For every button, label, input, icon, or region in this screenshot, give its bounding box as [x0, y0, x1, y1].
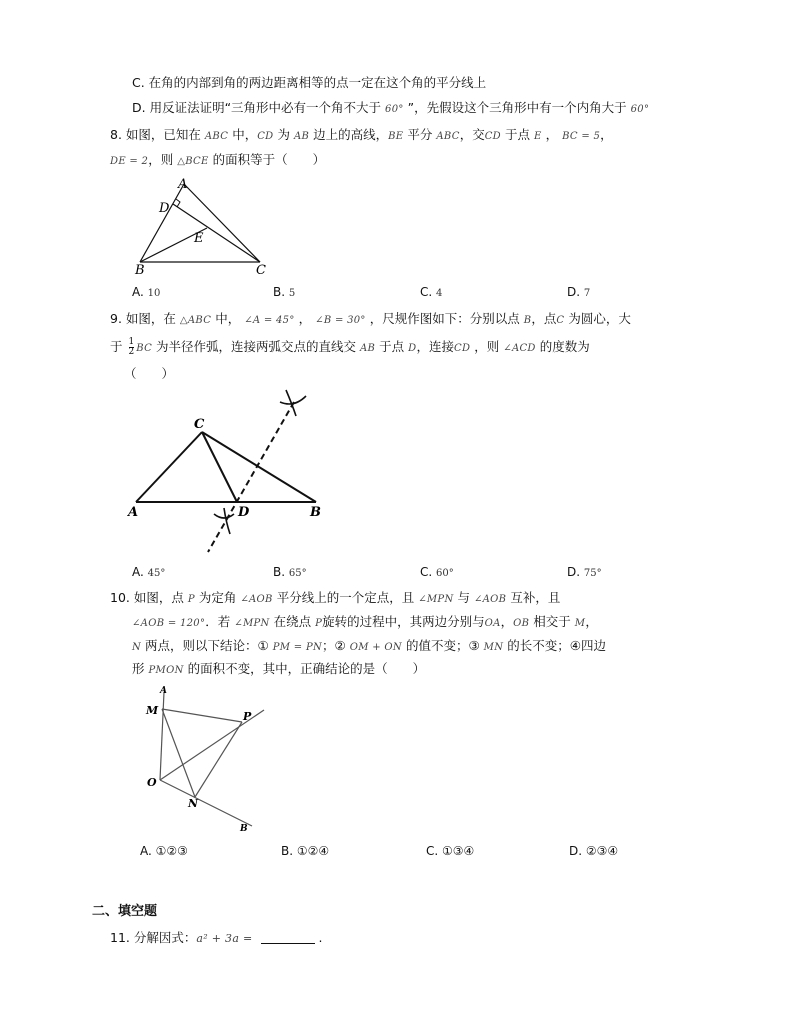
q10-figure	[140, 684, 270, 834]
q8-side-ac	[184, 184, 260, 262]
q10-label-n: N	[188, 797, 199, 810]
q10-ray-ob	[160, 780, 252, 826]
q10-label-a: A	[160, 686, 167, 696]
q10-label-b: B	[240, 824, 248, 834]
q11-stem: 11. 分解因式：a² + 3a = .	[110, 930, 323, 945]
q10-label-p: P	[243, 710, 252, 723]
q10-stem-line3: N 两点，则以下结论：① PM = PN；② OM + ON 的值不变；③ MN 的长不变；④四边	[132, 638, 606, 653]
q9-label-a: A	[128, 505, 139, 520]
q9-arc-bottom-2	[224, 508, 230, 534]
q9-label-b: B	[310, 505, 321, 520]
q10-option-a[interactable]: A. ①②③	[140, 844, 188, 858]
q9-option-a[interactable]: A. 45°	[132, 565, 166, 579]
q8-option-a[interactable]: A. 10	[132, 285, 161, 299]
q8-stem-line1: 8. 如图，已知在 ABC 中，CD 为 AB 边上的高线，BE 平分 ABC，交CD 于点 E ， BC = 5，	[110, 127, 613, 142]
q9-perpendicular-bisector	[208, 402, 294, 552]
q9-label-d: D	[238, 505, 250, 520]
q9-label-c: C	[194, 417, 205, 432]
q11-answer-blank[interactable]	[261, 931, 315, 944]
q10-stem-line2: ∠AOB = 120°．若 ∠MPN 在绕点 P旋转的过程中，其两边分别与OA，OB 相交于 M，	[132, 614, 598, 629]
q8-label-c: C	[256, 263, 266, 276]
q9-stem-line3: （ ）	[124, 366, 175, 381]
q10-segment-pm	[162, 709, 242, 722]
q9-arc-top	[280, 396, 306, 404]
q10-ray-oa	[160, 692, 164, 780]
q8-label-b: B	[135, 263, 145, 276]
q10-stem-line1: 10. 如图，点 P 为定角 ∠AOB 平分线上的一个定点，且 ∠MPN 与 ∠AOB 互补，且	[110, 590, 561, 605]
q8-option-c[interactable]: C. 4	[420, 285, 443, 299]
q9-option-c[interactable]: C. 60°	[420, 565, 454, 579]
q9-side-ac	[136, 432, 202, 502]
q8-label-a: A	[178, 177, 188, 192]
q7-option-c[interactable]: C. 在角的内部到角的两边距离相等的点一定在这个角的平分线上	[132, 75, 487, 90]
q7-option-d[interactable]: D. 用反证法证明“三角形中必有一个角不大于 60° ”，先假设这个三角形中有一个内角大于 60°	[132, 100, 650, 115]
q10-option-c[interactable]: C. ①③④	[426, 844, 475, 858]
q10-segment-pn	[195, 722, 242, 797]
section-title: 二、填空题	[92, 904, 158, 919]
q10-option-b[interactable]: B. ①②④	[281, 844, 330, 858]
q8-label-d: D	[159, 201, 170, 216]
q8-stem-line2: DE = 2，则 △BCE 的面积等于（ ）	[110, 152, 326, 167]
q9-stem-line1: 9. 如图，在 △ABC 中， ∠A = 45° ， ∠B = 30° ，尺规作图如下：分别以点 B，点C 为圆心，大	[110, 311, 631, 326]
q9-option-b[interactable]: B. 65°	[273, 565, 307, 579]
q8-label-e: E	[194, 231, 204, 246]
q9-figure	[120, 388, 330, 558]
q10-option-d[interactable]: D. ②③④	[569, 844, 619, 858]
q9-arc-bottom	[214, 514, 234, 518]
q8-altitude-cd	[173, 204, 260, 262]
q9-option-d[interactable]: D. 75°	[567, 565, 602, 579]
q9-fraction-half: $\frac{1}{2}$	[128, 337, 135, 357]
q10-stem-line4: 形 PMON 的面积不变，其中，正确结论的是（ ）	[132, 661, 426, 676]
q9-stem-line2: 于 $\frac{1}{2}$ BC 为半径作弧，连接两弧交点的直线交 AB 于点 D，连接CD ，则 ∠ACD 的度数为	[110, 337, 590, 357]
q10-label-m: M	[146, 704, 159, 717]
q10-label-o: O	[147, 776, 157, 789]
q8-option-d[interactable]: D. 7	[567, 285, 591, 299]
q8-figure	[128, 172, 278, 276]
q8-option-b[interactable]: B. 5	[273, 285, 296, 299]
